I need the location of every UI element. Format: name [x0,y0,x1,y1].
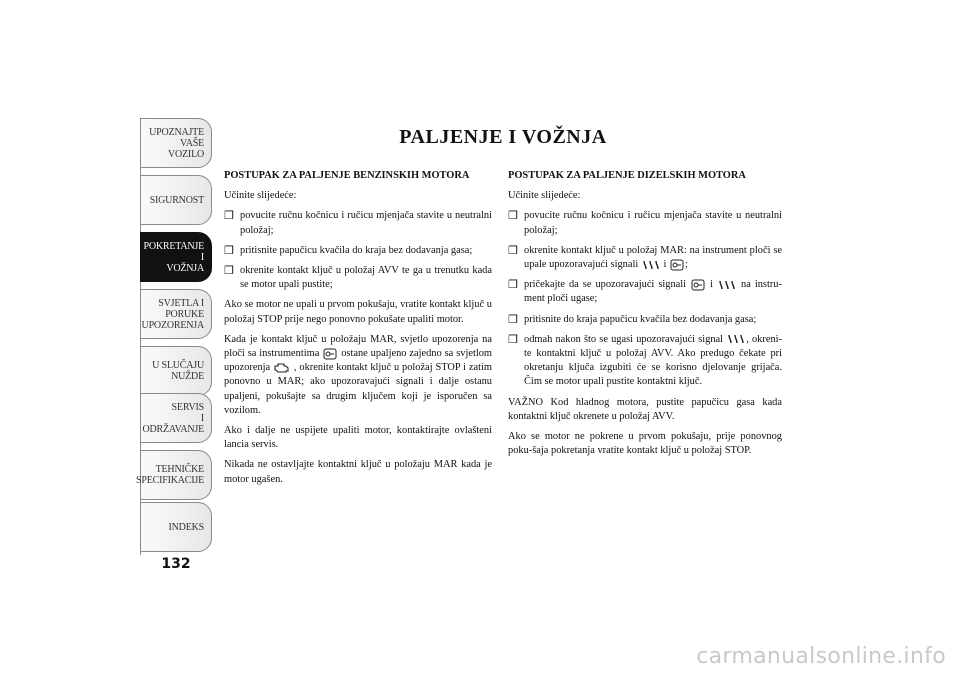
petrol-note-retry: Ako se motor ne upali u prvom pokušaju, vratite kontakt ključ u položaj STOP prije nego ponovno pokušate upaliti motor. [224,299,492,325]
checkbox-bullet-icon: ❒ [508,244,518,257]
list-item: ❒ okrenite kontakt ključ u položaj AVV te ga u trenutku kada se motor upali pustite; [224,264,492,292]
checkbox-bullet-icon: ❒ [508,210,518,223]
checkbox-bullet-icon: ❒ [224,244,234,257]
tab-sigurnost[interactable]: SIGURNOST [140,175,212,225]
key-warning-icon [690,279,706,291]
diesel-heading: POSTUPAK ZA PALJENJE DIZELSKIH MOTORA [508,170,746,181]
page-number: 132 [161,556,191,572]
checkbox-bullet-icon: ❒ [508,333,518,346]
checkbox-bullet-icon: ❒ [508,313,518,326]
list-item: ❒ pritisnite papučicu kvačila do kraja bez dodavanja gasa; [224,244,473,257]
tab-upoznajte[interactable]: UPOZNAJTE VAŠE VOZILO [140,118,212,168]
diesel-section [508,169,782,464]
list-item: ❒ odmah nakon što se ugasi upozoravajući signal , okreni-te kontaktni ključ u položaj AVV. Ako predugo čekate pri okretanju ključa izgubiti će se korisno djelovanje grijača. Čim se motor upali pustite kontaktni ključ. [508,333,782,390]
petrol-note-key: Nikada ne ostavljajte kontaktni ključ u položaju MAR kada je motor ugašen. [224,459,492,485]
petrol-note-service: Ako i dalje ne uspijete upaliti motor, kontaktirajte ovlašteni lancia servis. [224,425,492,451]
key-warning-icon [322,348,338,360]
diesel-note-retry: Ako se motor ne pokrene u prvom pokušaju, prije ponovnog poku-šaja pokretanja vratite kontakt ključ u položaj STOP. [508,431,782,457]
engine-warning-icon [273,362,291,374]
page-title: PALJENJE I VOŽNJA [399,126,607,148]
tab-nuzde[interactable]: U SLUČAJU NUŽDE [140,346,212,396]
list-item: ❒ povucite ručnu kočnicu i ručicu mjenjača stavite u neutralni položaj; [224,209,492,237]
checkbox-bullet-icon: ❒ [224,210,234,223]
petrol-intro: Učinite slijedeće: [224,190,297,202]
list-item: ❒ okrenite kontakt ključ u položaj MAR: na instrument ploči se upale upozoravajući signali i ; [508,244,782,272]
checkbox-bullet-icon: ❒ [508,279,518,292]
tab-tehnicke[interactable]: TEHNIČKE SPECIFIKACIJE [140,450,212,500]
glow-plug-icon [726,333,746,345]
glow-plug-icon [641,259,661,271]
watermark: carmanualsonline.info [696,644,946,669]
key-warning-icon [669,259,685,271]
tab-svjetla[interactable]: SVJETLA I PORUKE UPOZORENJA [140,289,212,339]
list-item: ❒ pričekajte da se upozoravajući signali i na instru-ment ploči ugase; [508,278,782,306]
diesel-intro: Učinite slijedeće: [508,190,581,202]
tab-indeks[interactable]: INDEKS [140,502,212,552]
tab-servis[interactable]: SERVIS I ODRŽAVANJE [140,393,212,443]
list-item: ❒ pritisnite do kraja papučicu kvačila bez dodavanja gasa; [508,313,757,326]
diesel-note-important: VAŽNO Kod hladnog motora, pustite papučicu gasa kada kontaktni ključ okrenete u položaj AVV. [508,396,782,422]
list-item: ❒ povucite ručnu kočnicu i ručicu mjenjača stavite u neutralni položaj; [508,209,782,237]
petrol-note-immobilizer: Kada je kontakt ključ u položaju MAR, svjetlo upozorenja na ploči sa instrumentima ostane upaljeno zajedno sa svjetlom upozorenja , okrenite kontakt ključ u položaj STOP i zatim ponovno u MAR; ako upozoravajući signali i dalje ostanu upaljeni, pokušajte sa drugim ključem koji je isporučen sa vozilom. [224,333,492,416]
checkbox-bullet-icon: ❒ [224,265,234,278]
tab-pokretanje[interactable]: POKRETANJE I VOŽNJA [140,232,212,282]
glow-plug-icon [717,279,737,291]
petrol-section [224,169,492,493]
petrol-heading: POSTUPAK ZA PALJENJE BENZINSKIH MOTORA [224,170,470,181]
